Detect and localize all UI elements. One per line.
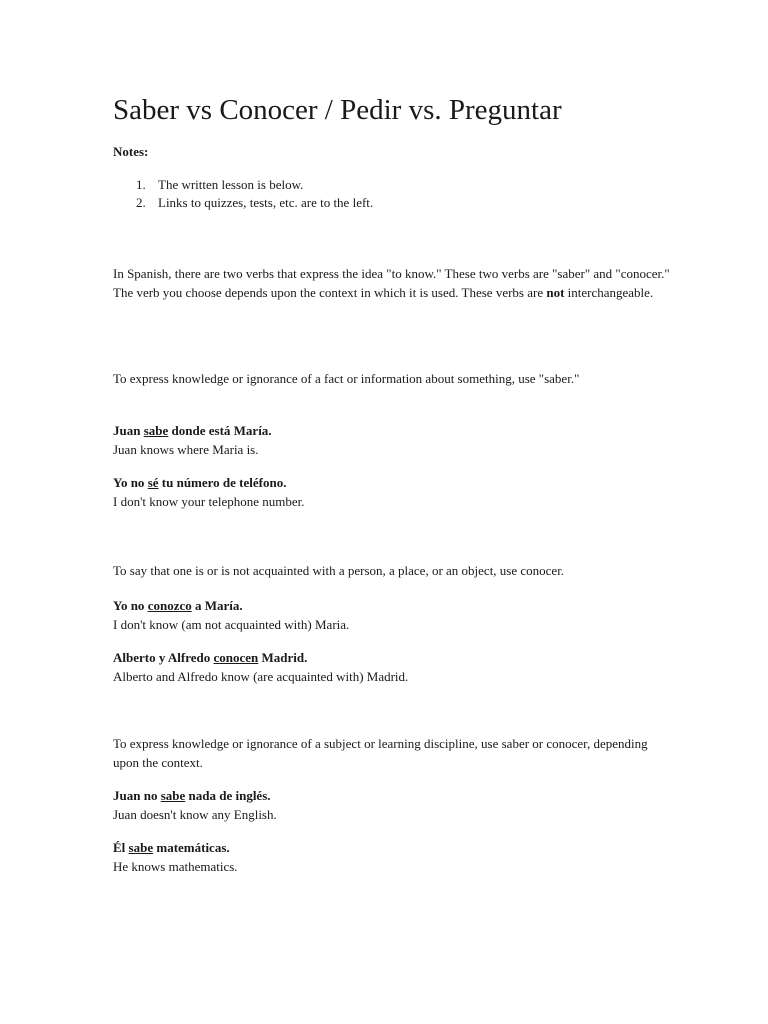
verb-underlined: sabe: [128, 840, 154, 855]
section-conocer-rule: [113, 561, 673, 580]
notes-list-item: [113, 176, 373, 194]
intro-text-2: interchangeable.: [564, 285, 654, 300]
example-translation: Juan doesn't know any English.: [113, 807, 277, 822]
example-spanish: Él sabe matemáticas.: [113, 840, 230, 855]
verb-underlined: sé: [147, 475, 159, 490]
page-title: Saber vs Conocer / Pedir vs. Preguntar: [113, 94, 562, 126]
example-spanish: Juan no sabe nada de inglés.: [113, 788, 271, 803]
example-translation: I don't know your telephone number.: [113, 494, 305, 509]
intro-text-1: In Spanish, there are two verbs that express the idea "to know." These two verbs are "saber" and "conocer." The verb you choose depends upon the context in which it is used. These verbs are: [113, 266, 670, 300]
example: [113, 838, 673, 876]
intro-paragraph: [113, 264, 673, 302]
rule-text: To express knowledge or ignorance of a fact or information about something, use "saber.": [113, 371, 580, 386]
example-translation: He knows mathematics.: [113, 859, 238, 874]
example-spanish: Juan sabe donde está María.: [113, 423, 272, 438]
example-spanish: Yo no sé tu número de teléfono.: [113, 475, 287, 490]
section-saber-rule: [113, 369, 673, 388]
example-translation: Alberto and Alfredo know (are acquainted with) Madrid.: [113, 669, 409, 684]
list-item-text: The written lesson is below.: [158, 177, 304, 192]
example: [113, 596, 673, 634]
example-spanish: Alberto y Alfredo conocen Madrid.: [113, 650, 308, 665]
example: [113, 473, 673, 511]
notes-list-item: [113, 194, 373, 212]
notes-list: [113, 176, 373, 212]
example-spanish: Yo no conozco a María.: [113, 598, 243, 613]
example-translation: I don't know (am not acquainted with) Maria.: [113, 617, 350, 632]
list-number: 1.: [136, 177, 146, 192]
list-item-text: Links to quizzes, tests, etc. are to the left.: [158, 195, 374, 210]
verb-underlined: sabe: [143, 423, 169, 438]
verb-underlined: conocen: [213, 650, 259, 665]
section-both-rule: [113, 734, 673, 772]
verb-underlined: sabe: [160, 788, 186, 803]
intro-bold: not: [546, 285, 565, 300]
verb-underlined: conozco: [147, 598, 192, 613]
example-translation: Juan knows where Maria is.: [113, 442, 259, 457]
rule-text: To express knowledge or ignorance of a subject or learning discipline, use saber or conocer, depending upon the context.: [113, 736, 648, 770]
example: [113, 786, 673, 824]
rule-text: To say that one is or is not acquainted with a person, a place, or an object, use conocer.: [113, 563, 565, 578]
notes-label: Notes:: [113, 144, 149, 159]
list-number: 2.: [136, 195, 146, 210]
example: [113, 421, 673, 459]
example: [113, 648, 673, 686]
